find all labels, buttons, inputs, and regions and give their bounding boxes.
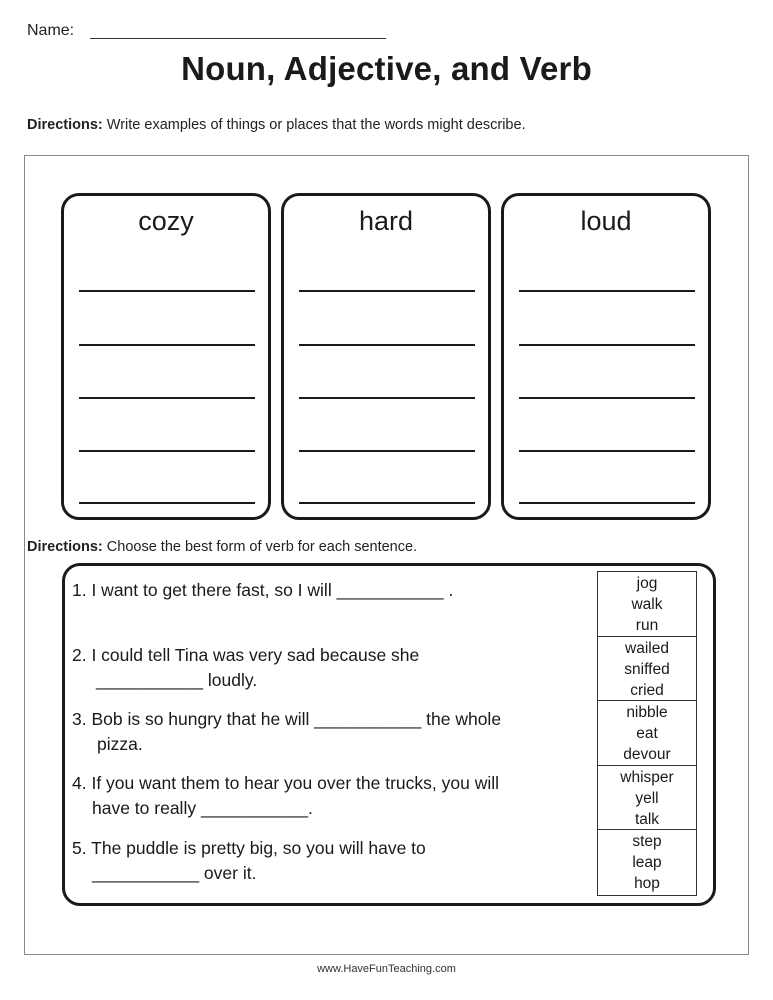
option: hop (634, 875, 660, 892)
option: step (632, 833, 662, 850)
word-box-loud (501, 193, 711, 520)
option: sniffed (624, 660, 670, 678)
question-5 (72, 836, 426, 886)
name-label: Name: (27, 22, 75, 39)
question-2-line2: ___________ loudly. (96, 670, 258, 690)
question-5-line1: 5. The puddle is pretty big, so you will have to (72, 838, 426, 858)
option: cried (630, 681, 664, 699)
option-group-3 (598, 701, 696, 766)
write-line (519, 397, 695, 399)
question-3-line2: pizza. (97, 734, 143, 754)
write-line (79, 344, 255, 346)
write-line (299, 450, 475, 452)
write-line (79, 397, 255, 399)
question-4-line1: 4. If you want them to hear you over the trucks, you will (72, 773, 500, 793)
word-loud: loud (580, 206, 632, 236)
page-title: Noun, Adjective, and Verb (181, 50, 592, 87)
option: walk (631, 596, 663, 613)
option: devour (623, 746, 671, 763)
option: nibble (626, 704, 668, 721)
write-line (299, 290, 475, 292)
directions-2-text: Choose the best form of verb for each sentence. (102, 539, 418, 555)
name-line (90, 38, 386, 39)
option: whisper (620, 768, 674, 786)
question-4 (72, 771, 499, 821)
question-4-line2: have to really ___________. (92, 798, 313, 818)
directions-1-label: Directions: (27, 117, 103, 133)
question-3-line1: 3. Bob is so hungry that he will ___________ the whole (72, 709, 502, 729)
directions-1-text: Write examples of things or places that the words might describe. (102, 117, 526, 133)
question-5-line2: ___________ over it. (92, 863, 257, 883)
directions-1 (27, 117, 526, 133)
question-1-line1: 1. I want to get there fast, so I will ___________ . (72, 580, 454, 600)
write-line (519, 450, 695, 452)
option: jog (636, 575, 658, 592)
question-2-line1: 2. I could tell Tina was very sad because she (72, 645, 420, 665)
write-line (79, 450, 255, 452)
word-cozy: cozy (138, 206, 194, 236)
option-group-5 (598, 830, 696, 895)
option: leap (632, 854, 662, 871)
write-line (519, 290, 695, 292)
write-line (299, 344, 475, 346)
write-line (79, 290, 255, 292)
option-group-2 (598, 637, 696, 702)
option: run (635, 617, 659, 634)
option-group-4 (598, 766, 696, 831)
footer-website: www.HaveFunTeaching.com (317, 963, 456, 975)
directions-2-label: Directions: (27, 539, 103, 555)
option: talk (634, 810, 660, 828)
verb-options-table (597, 571, 697, 896)
option: eat (636, 725, 658, 742)
write-line (299, 397, 475, 399)
question-2 (72, 643, 419, 693)
directions-2 (27, 539, 417, 555)
word-hard: hard (358, 206, 414, 236)
word-box-cozy (61, 193, 271, 520)
question-3 (72, 707, 501, 757)
word-box-hard (281, 193, 491, 520)
question-1 (72, 578, 453, 603)
option: wailed (625, 639, 669, 657)
option: yell (635, 789, 659, 807)
write-line (79, 502, 255, 504)
write-line (299, 502, 475, 504)
option-group-1 (598, 572, 696, 637)
write-line (519, 502, 695, 504)
write-line (519, 344, 695, 346)
